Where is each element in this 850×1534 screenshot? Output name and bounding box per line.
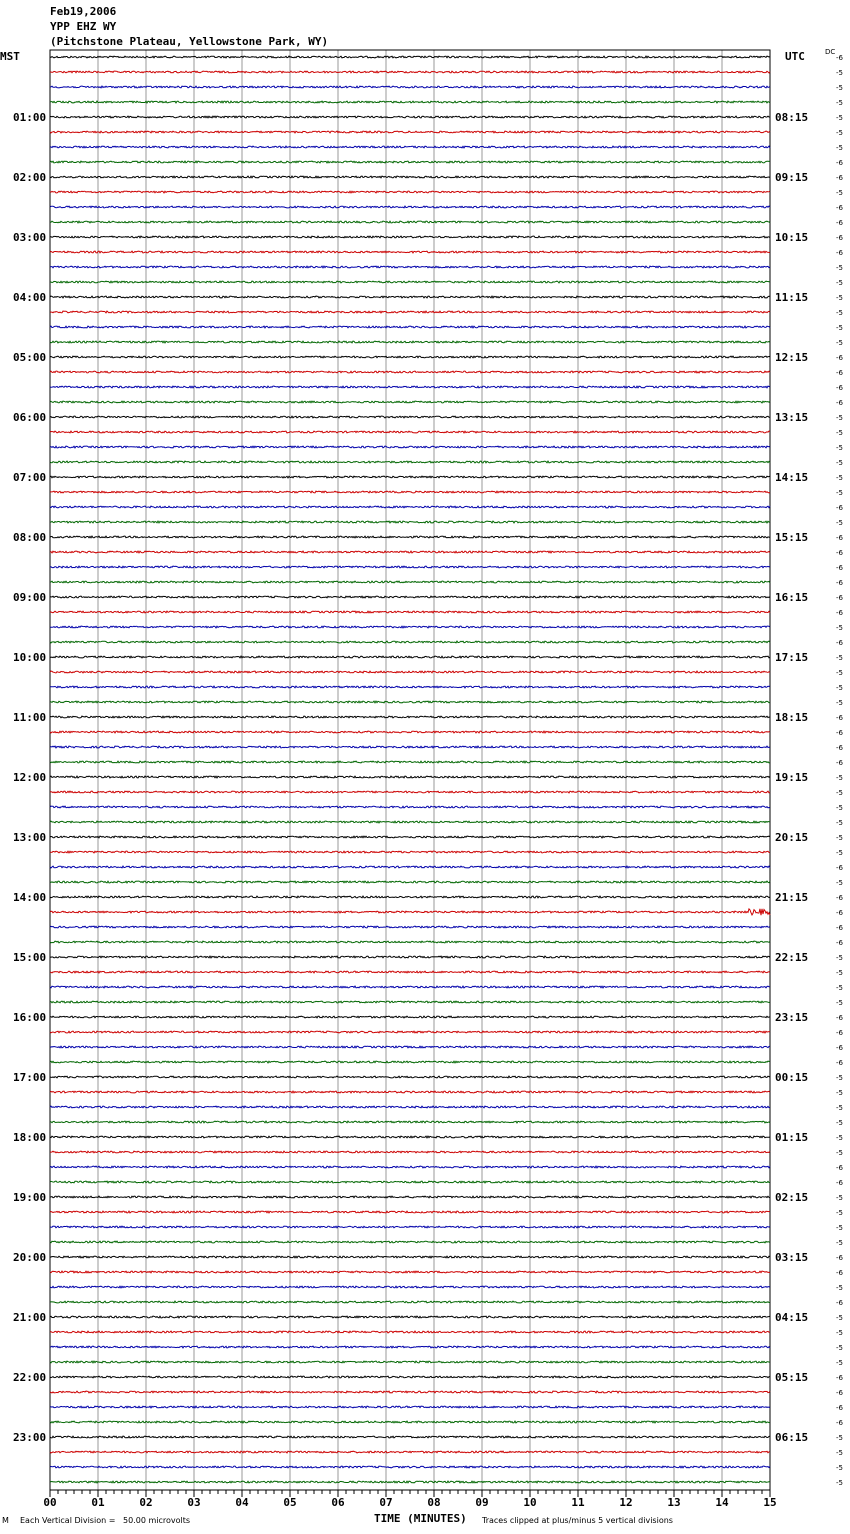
trace-line — [50, 221, 770, 223]
trace-line — [50, 1061, 770, 1063]
utc-hour-label: 14:15 — [775, 471, 809, 484]
trace-line — [50, 1196, 770, 1198]
trace-line — [50, 371, 770, 373]
trace-line — [50, 1451, 770, 1453]
trace-line — [50, 356, 770, 358]
trace-offset-label: -6 — [836, 1419, 843, 1427]
trace-offset-label: -6 — [836, 714, 843, 722]
trace-line — [50, 206, 770, 208]
utc-hour-label: 05:15 — [775, 1371, 809, 1384]
trace-line — [50, 836, 770, 838]
trace-line — [50, 1481, 770, 1483]
trace-line — [50, 1271, 770, 1273]
trace-offset-label: -5 — [836, 969, 843, 977]
x-tick-label: 03 — [187, 1496, 201, 1509]
trace-offset-label: -6 — [836, 1179, 843, 1187]
utc-hour-label: 09:15 — [775, 171, 809, 184]
trace-offset-label: -5 — [836, 1224, 843, 1232]
trace-line — [50, 1226, 770, 1228]
trace-line — [50, 1316, 770, 1318]
trace-offset-label: -6 — [836, 234, 843, 242]
trace-offset-label: -5 — [836, 819, 843, 827]
trace-offset-label: -6 — [836, 54, 843, 62]
trace-offset-label: -5 — [836, 624, 843, 632]
trace-line — [50, 791, 770, 793]
trace-offset-label: -5 — [836, 654, 843, 662]
trace-offset-label: -6 — [836, 579, 843, 587]
trace-offset-label: -5 — [836, 1134, 843, 1142]
trace-line — [50, 761, 770, 763]
x-tick-label: 12 — [619, 1496, 633, 1509]
trace-offset-label: -5 — [836, 474, 843, 482]
trace-line — [50, 851, 770, 853]
trace-offset-label: -6 — [836, 1374, 843, 1382]
trace-offset-label: -5 — [836, 789, 843, 797]
trace-offset-label: -6 — [836, 549, 843, 557]
trace-offset-label: -5 — [836, 129, 843, 137]
mst-hour-label: 01:00 — [13, 111, 47, 124]
utc-hour-label: 08:15 — [775, 111, 809, 124]
trace-line — [50, 1256, 770, 1258]
trace-line — [50, 536, 770, 538]
trace-offset-label: -5 — [836, 309, 843, 317]
mst-hour-label: 02:00 — [13, 171, 47, 184]
mst-hour-label: 17:00 — [13, 1071, 47, 1084]
trace-offset-label: -5 — [836, 489, 843, 497]
utc-hour-label: 17:15 — [775, 651, 809, 664]
trace-line — [50, 731, 770, 733]
utc-hour-label: 02:15 — [775, 1191, 809, 1204]
x-tick-label: 00 — [43, 1496, 57, 1509]
mst-hour-label: 05:00 — [13, 351, 47, 364]
trace-offset-label: -6 — [836, 384, 843, 392]
x-tick-label: 10 — [523, 1496, 537, 1509]
utc-hour-label: 19:15 — [775, 771, 809, 784]
trace-line — [50, 1121, 770, 1123]
mst-hour-label: 14:00 — [13, 891, 47, 904]
trace-offset-label: -5 — [836, 69, 843, 77]
trace-line — [50, 881, 770, 883]
mst-hour-label: 03:00 — [13, 231, 47, 244]
trace-offset-label: -5 — [836, 1284, 843, 1292]
trace-offset-label: -5 — [836, 1359, 843, 1367]
mst-hour-label: 08:00 — [13, 531, 47, 544]
trace-line — [50, 716, 770, 718]
trace-line — [50, 1286, 770, 1288]
mst-hour-label: 10:00 — [13, 651, 47, 664]
scale-mark: M — [2, 1516, 9, 1525]
utc-hour-label: 22:15 — [775, 951, 809, 964]
trace-offset-label: -6 — [836, 504, 843, 512]
trace-offset-label: -5 — [836, 84, 843, 92]
trace-line — [50, 986, 770, 988]
mst-hour-label: 04:00 — [13, 291, 47, 304]
trace-line — [50, 806, 770, 808]
trace-offset-label: -6 — [836, 1014, 843, 1022]
trace-offset-label: -6 — [836, 744, 843, 752]
trace-offset-label: -6 — [836, 534, 843, 542]
utc-hour-label: 11:15 — [775, 291, 809, 304]
trace-offset-label: -5 — [836, 189, 843, 197]
trace-offset-label: -6 — [836, 1299, 843, 1307]
trace-line — [50, 746, 770, 748]
x-tick-label: 06 — [331, 1496, 345, 1509]
trace-offset-label: -6 — [836, 939, 843, 947]
trace-offset-label: -6 — [836, 204, 843, 212]
trace-line — [50, 116, 770, 118]
trace-line — [50, 161, 770, 163]
mst-hour-label: 21:00 — [13, 1311, 47, 1324]
mst-hour-label: 09:00 — [13, 591, 47, 604]
trace-line — [50, 671, 770, 673]
trace-offset-label: -5 — [836, 804, 843, 812]
utc-label: UTC — [785, 50, 805, 63]
utc-hour-label: 06:15 — [775, 1431, 809, 1444]
trace-line — [50, 146, 770, 148]
trace-offset-label: -6 — [836, 1029, 843, 1037]
trace-line — [50, 461, 770, 463]
trace-line — [50, 296, 770, 298]
trace-line — [50, 1091, 770, 1093]
x-tick-label: 11 — [571, 1496, 585, 1509]
trace-line — [50, 1361, 770, 1363]
trace-line — [50, 581, 770, 583]
trace-offset-label: -5 — [836, 1434, 843, 1442]
trace-line — [50, 821, 770, 823]
trace-line — [50, 431, 770, 433]
trace-offset-label: -5 — [836, 1329, 843, 1337]
trace-line — [50, 896, 770, 898]
plot-frame — [50, 50, 770, 1490]
trace-line — [50, 326, 770, 328]
trace-offset-label: -5 — [836, 1149, 843, 1157]
trace-offset-label: -6 — [836, 864, 843, 872]
trace-offset-label: -5 — [836, 1479, 843, 1487]
mst-hour-label: 23:00 — [13, 1431, 47, 1444]
trace-line — [50, 1391, 770, 1393]
trace-offset-label: -5 — [836, 264, 843, 272]
trace-offset-label: -5 — [836, 114, 843, 122]
x-axis-title: TIME (MINUTES) — [374, 1512, 467, 1525]
location-label: (Pitchstone Plateau, Yellowstone Park, WY) — [50, 35, 329, 48]
trace-offset-label: -5 — [836, 849, 843, 857]
trace-offset-label: -6 — [836, 564, 843, 572]
trace-offset-label: -5 — [836, 414, 843, 422]
trace-line — [50, 1211, 770, 1213]
mst-hour-label: 07:00 — [13, 471, 47, 484]
utc-hour-label: 00:15 — [775, 1071, 809, 1084]
trace-offset-label: -5 — [836, 999, 843, 1007]
trace-offset-label: -6 — [836, 1059, 843, 1067]
trace-offset-label: -5 — [836, 429, 843, 437]
trace-offset-label: -5 — [836, 834, 843, 842]
trace-offset-label: -5 — [836, 1344, 843, 1352]
trace-offset-label: -5 — [836, 1209, 843, 1217]
station-label: YPP EHZ WY — [50, 20, 117, 33]
trace-line — [50, 1421, 770, 1423]
trace-line — [50, 236, 770, 238]
trace-line — [50, 941, 770, 943]
trace-line — [50, 551, 770, 553]
utc-hour-label: 12:15 — [775, 351, 809, 364]
x-tick-label: 07 — [379, 1496, 393, 1509]
x-tick-label: 04 — [235, 1496, 249, 1509]
trace-line — [50, 506, 770, 508]
trace-line — [50, 416, 770, 418]
trace-offset-label: -5 — [836, 1194, 843, 1202]
utc-hour-label: 21:15 — [775, 891, 809, 904]
mst-hour-label: 19:00 — [13, 1191, 47, 1204]
trace-line — [50, 1166, 770, 1168]
mst-hour-label: 18:00 — [13, 1131, 47, 1144]
trace-offset-label: -6 — [836, 1164, 843, 1172]
trace-offset-label: -5 — [836, 1449, 843, 1457]
mst-hour-label: 16:00 — [13, 1011, 47, 1024]
utc-hour-label: 01:15 — [775, 1131, 809, 1144]
trace-offset-label: -6 — [836, 894, 843, 902]
trace-offset-label: -5 — [836, 144, 843, 152]
trace-offset-label: -5 — [836, 324, 843, 332]
vertical-division-note: Each Vertical Division = 50.00 microvolts — [20, 1516, 191, 1525]
trace-line — [50, 401, 770, 403]
trace-offset-label: -5 — [836, 699, 843, 707]
trace-line — [50, 1181, 770, 1183]
trace-line — [50, 341, 770, 343]
trace-offset-label: -6 — [836, 609, 843, 617]
x-tick-label: 13 — [667, 1496, 681, 1509]
trace-offset-label: -5 — [836, 279, 843, 287]
trace-offset-label: -6 — [836, 1404, 843, 1412]
trace-line — [50, 656, 770, 658]
mst-hour-label: 15:00 — [13, 951, 47, 964]
trace-line — [50, 866, 770, 868]
trace-line — [50, 56, 770, 58]
trace-line — [50, 641, 770, 643]
trace-line — [50, 926, 770, 928]
trace-line — [50, 476, 770, 478]
trace-offset-label: -5 — [836, 519, 843, 527]
trace-line — [50, 566, 770, 568]
trace-offset-label: -6 — [836, 174, 843, 182]
trace-offset-label: -6 — [836, 1254, 843, 1262]
mst-hour-label: 06:00 — [13, 411, 47, 424]
trace-offset-label: -5 — [836, 294, 843, 302]
x-tick-label: 08 — [427, 1496, 441, 1509]
utc-hour-label: 03:15 — [775, 1251, 809, 1264]
trace-line — [50, 596, 770, 598]
mst-hour-label: 13:00 — [13, 831, 47, 844]
trace-offset-label: -5 — [836, 684, 843, 692]
trace-line — [50, 909, 770, 915]
trace-offset-label: -5 — [836, 99, 843, 107]
trace-line — [50, 1031, 770, 1033]
utc-hour-label: 23:15 — [775, 1011, 809, 1024]
utc-hour-label: 20:15 — [775, 831, 809, 844]
x-tick-label: 15 — [763, 1496, 777, 1509]
trace-offset-label: -6 — [836, 159, 843, 167]
x-tick-label: 05 — [283, 1496, 297, 1509]
trace-offset-label: -5 — [836, 459, 843, 467]
trace-line — [50, 971, 770, 973]
trace-line — [50, 131, 770, 133]
clip-note: Traces clipped at plus/minus 5 vertical divisions — [482, 1516, 673, 1525]
trace-line — [50, 1376, 770, 1378]
trace-line — [50, 521, 770, 523]
trace-line — [50, 1436, 770, 1438]
trace-line — [50, 1241, 770, 1243]
trace-offset-label: -5 — [836, 1239, 843, 1247]
trace-line — [50, 1106, 770, 1108]
trace-offset-label: -5 — [836, 984, 843, 992]
trace-line — [50, 686, 770, 688]
x-tick-label: 01 — [91, 1496, 105, 1509]
trace-line — [50, 1076, 770, 1078]
x-tick-label: 02 — [139, 1496, 153, 1509]
mst-label: MST — [0, 50, 20, 63]
trace-offset-label: -6 — [836, 639, 843, 647]
trace-line — [50, 1151, 770, 1153]
trace-line — [50, 251, 770, 253]
trace-offset-label: -5 — [836, 774, 843, 782]
trace-line — [50, 446, 770, 448]
trace-offset-label: -5 — [836, 444, 843, 452]
trace-offset-label: -6 — [836, 1044, 843, 1052]
trace-line — [50, 776, 770, 778]
trace-line — [50, 281, 770, 283]
trace-line — [50, 386, 770, 388]
trace-line — [50, 1001, 770, 1003]
x-tick-label: 14 — [715, 1496, 729, 1509]
trace-offset-label: -6 — [836, 729, 843, 737]
trace-line — [50, 101, 770, 103]
utc-hour-label: 15:15 — [775, 531, 809, 544]
trace-line — [50, 491, 770, 493]
trace-line — [50, 1331, 770, 1333]
trace-offset-label: -6 — [836, 219, 843, 227]
utc-hour-label: 04:15 — [775, 1311, 809, 1324]
trace-offset-label: -5 — [836, 1104, 843, 1112]
utc-hour-label: 16:15 — [775, 591, 809, 604]
trace-offset-label: -6 — [836, 354, 843, 362]
trace-line — [50, 1016, 770, 1018]
trace-line — [50, 311, 770, 313]
date-label: Feb19,2006 — [50, 5, 117, 18]
trace-line — [50, 956, 770, 958]
mst-hour-label: 12:00 — [13, 771, 47, 784]
trace-line — [50, 266, 770, 268]
trace-offset-label: -6 — [836, 594, 843, 602]
dc-label: DC — [825, 48, 836, 56]
trace-line — [50, 176, 770, 178]
trace-line — [50, 611, 770, 613]
x-tick-label: 09 — [475, 1496, 489, 1509]
trace-offset-label: -6 — [836, 909, 843, 917]
trace-offset-label: -6 — [836, 249, 843, 257]
trace-offset-label: -6 — [836, 759, 843, 767]
trace-line — [50, 626, 770, 628]
mst-hour-label: 20:00 — [13, 1251, 47, 1264]
utc-hour-label: 10:15 — [775, 231, 809, 244]
trace-offset-label: -5 — [836, 1119, 843, 1127]
mst-hour-label: 11:00 — [13, 711, 47, 724]
trace-offset-label: -5 — [836, 1074, 843, 1082]
trace-offset-label: -6 — [836, 1389, 843, 1397]
trace-offset-label: -6 — [836, 924, 843, 932]
trace-offset-label: -5 — [836, 669, 843, 677]
trace-line — [50, 191, 770, 193]
trace-offset-label: -6 — [836, 369, 843, 377]
trace-line — [50, 1136, 770, 1138]
trace-line — [50, 1301, 770, 1303]
trace-line — [50, 71, 770, 73]
trace-offset-label: -5 — [836, 1314, 843, 1322]
trace-line — [50, 1346, 770, 1348]
trace-offset-label: -6 — [836, 399, 843, 407]
trace-offset-label: -6 — [836, 1269, 843, 1277]
trace-offset-label: -5 — [836, 954, 843, 962]
trace-offset-label: -5 — [836, 339, 843, 347]
trace-offset-label: -5 — [836, 1464, 843, 1472]
trace-line — [50, 86, 770, 88]
trace-line — [50, 701, 770, 703]
trace-offset-label: -5 — [836, 879, 843, 887]
utc-hour-label: 13:15 — [775, 411, 809, 424]
trace-line — [50, 1466, 770, 1468]
trace-line — [50, 1046, 770, 1048]
trace-offset-label: -5 — [836, 1089, 843, 1097]
trace-line — [50, 1406, 770, 1408]
mst-hour-label: 22:00 — [13, 1371, 47, 1384]
utc-hour-label: 18:15 — [775, 711, 809, 724]
